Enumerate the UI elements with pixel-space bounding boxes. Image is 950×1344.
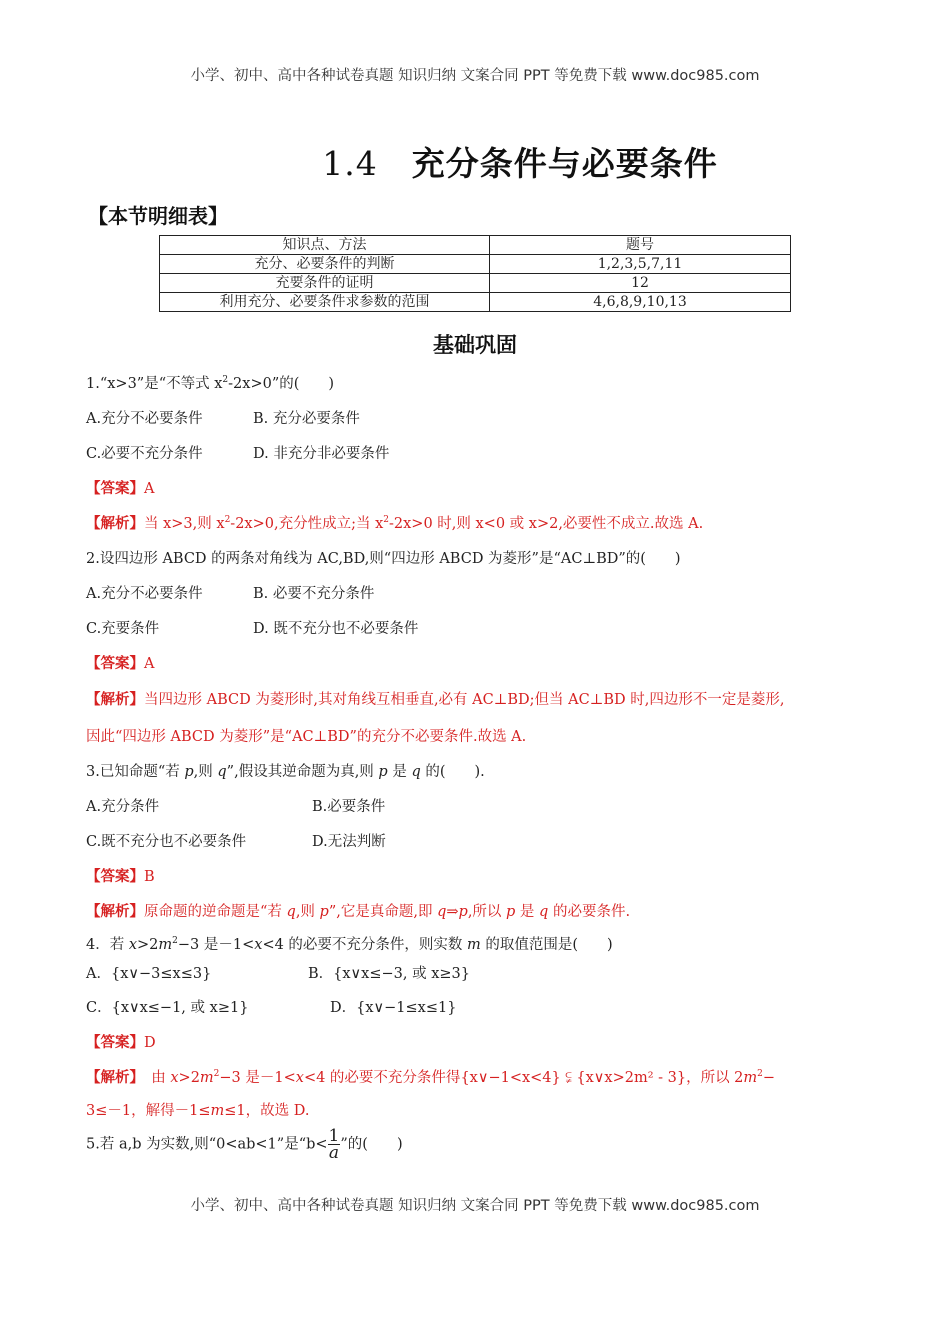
- table-row: [160, 255, 791, 274]
- q2-stem: 2.设四边形 ABCD 的两条对角线为 AC,BD,则“四边形 ABCD 为菱形”是“AC⊥BD”的( ): [86, 551, 681, 567]
- q4-options-cd: [86, 996, 457, 1017]
- option-c: C.既不充分也不必要条件: [86, 834, 247, 850]
- q2-options-cd: [86, 617, 419, 638]
- page-footer: 小学、初中、高中各种试卷真题 知识归纳 文案合同 PPT 等免费下载 www.doc985.com: [190, 1198, 760, 1214]
- set-expression: {x∨−1<x<4}: [460, 1070, 561, 1086]
- option-d: D．{x∨−1≤x≤1}: [330, 1000, 457, 1016]
- option-b: B．{x∨x≤−3, 或 x≥3}: [308, 966, 470, 982]
- option-c: C．{x∨x≤−1, 或 x≥1}: [86, 1000, 249, 1016]
- option-c: C.充要条件: [86, 621, 160, 637]
- option-a: A．{x∨−3≤x≤3}: [86, 966, 212, 982]
- q1-options-cd: [86, 442, 390, 463]
- q5-stem: 5.若 a,b 为实数,则“0<ab<1”是“b< $\frac{1}{a}$ ”的( ): [86, 1126, 403, 1163]
- q4-stem: 4．若 $x>2m^2-3$ 是－1<x<4 的必要不充分条件，则实数 m 的取值范围是( ): [86, 936, 613, 953]
- table-cell: 利用充分、必要条件求参数的范围: [160, 293, 490, 312]
- section-heading: 【本节明细表】: [88, 204, 228, 228]
- table-cell: 4,6,8,9,10,13: [490, 293, 791, 312]
- title-text: 充分条件与必要条件: [411, 144, 718, 183]
- table-cell: 题号: [490, 236, 791, 255]
- q3-answer: 【答案】B: [86, 868, 155, 885]
- q4-analysis-cont: 3≤－1，解得－1≤m≤1，故选 D.: [86, 1103, 310, 1119]
- fraction: $\frac{1}{a}$: [328, 1126, 340, 1163]
- option-a: A.充分条件: [86, 799, 160, 815]
- table-row: [160, 293, 791, 312]
- q4-analysis: 【解析】 由 $x>2m^2-3$ 是－1<x<4 的必要不充分条件得{x∨−1<x<4} ⫋ {x∨x>2m² - 3}，所以 $2m^2-$: [86, 1069, 776, 1086]
- table-header-row: [160, 236, 791, 255]
- option-b: B.必要条件: [312, 799, 386, 815]
- option-d: D.无法判断: [312, 834, 386, 850]
- table-cell: 充分、必要条件的判断: [160, 255, 490, 274]
- table-cell: 知识点、方法: [160, 236, 490, 255]
- set-expression: {x∨x>2m² - 3}: [576, 1070, 687, 1086]
- subsection-title: 基础巩固: [433, 333, 517, 357]
- q1-options-ab: [86, 407, 360, 428]
- q1-answer: 【答案】A: [86, 480, 155, 497]
- q3-options-cd: [86, 830, 386, 851]
- option-a: A.充分不必要条件: [86, 586, 203, 602]
- q2-answer: 【答案】A: [86, 655, 155, 672]
- option-d: D. 既不充分也不必要条件: [253, 621, 419, 637]
- q2-options-ab: [86, 582, 375, 603]
- table-cell: 12: [490, 274, 791, 293]
- q3-analysis: 【解析】原命题的逆命题是“若 q,则 p”,它是真命题,即 q⇒p,所以 p 是 q 的必要条件.: [86, 903, 631, 920]
- page-title: [0, 138, 950, 185]
- q1-stem: 1.“x>3”是“不等式 $x^2-2x>0$”的( ): [86, 375, 335, 392]
- page-header: 小学、初中、高中各种试卷真题 知识归纳 文案合同 PPT 等免费下载 www.doc985.com: [190, 68, 760, 84]
- q2-analysis: 【解析】当四边形 ABCD 为菱形时,其对角线互相垂直,必有 AC⊥BD;但当 AC⊥BD 时,四边形不一定是菱形,: [86, 691, 785, 708]
- table-cell: 充要条件的证明: [160, 274, 490, 293]
- option-c: C.必要不充分条件: [86, 446, 203, 462]
- option-b: B. 充分必要条件: [253, 411, 360, 427]
- q3-options-ab: [86, 795, 386, 816]
- option-a: A.充分不必要条件: [86, 411, 203, 427]
- q2-analysis-cont: 因此“四边形 ABCD 为菱形”是“AC⊥BD”的充分不必要条件.故选 A.: [86, 729, 527, 745]
- table-cell: 1,2,3,5,7,11: [490, 255, 791, 274]
- q4-options-ab: [86, 962, 470, 983]
- table-row: [160, 274, 791, 293]
- title-number: 1.4: [322, 144, 378, 183]
- q4-answer: 【答案】D: [86, 1034, 156, 1051]
- option-d: D. 非充分非必要条件: [253, 446, 390, 462]
- q3-stem: 3.已知命题“若 p,则 q”,假设其逆命题为真,则 p 是 q 的( ).: [86, 764, 485, 780]
- option-b: B. 必要不充分条件: [253, 586, 375, 602]
- topic-table: [159, 235, 791, 312]
- proper-subset-symbol: ⫋: [565, 1070, 572, 1086]
- q1-analysis: 【解析】当 x>3,则 $x^2-2x>0$,充分性成立;当 $x^2-2x>0$ 时,则 x<0 或 x>2,必要性不成立.故选 A.: [86, 515, 704, 532]
